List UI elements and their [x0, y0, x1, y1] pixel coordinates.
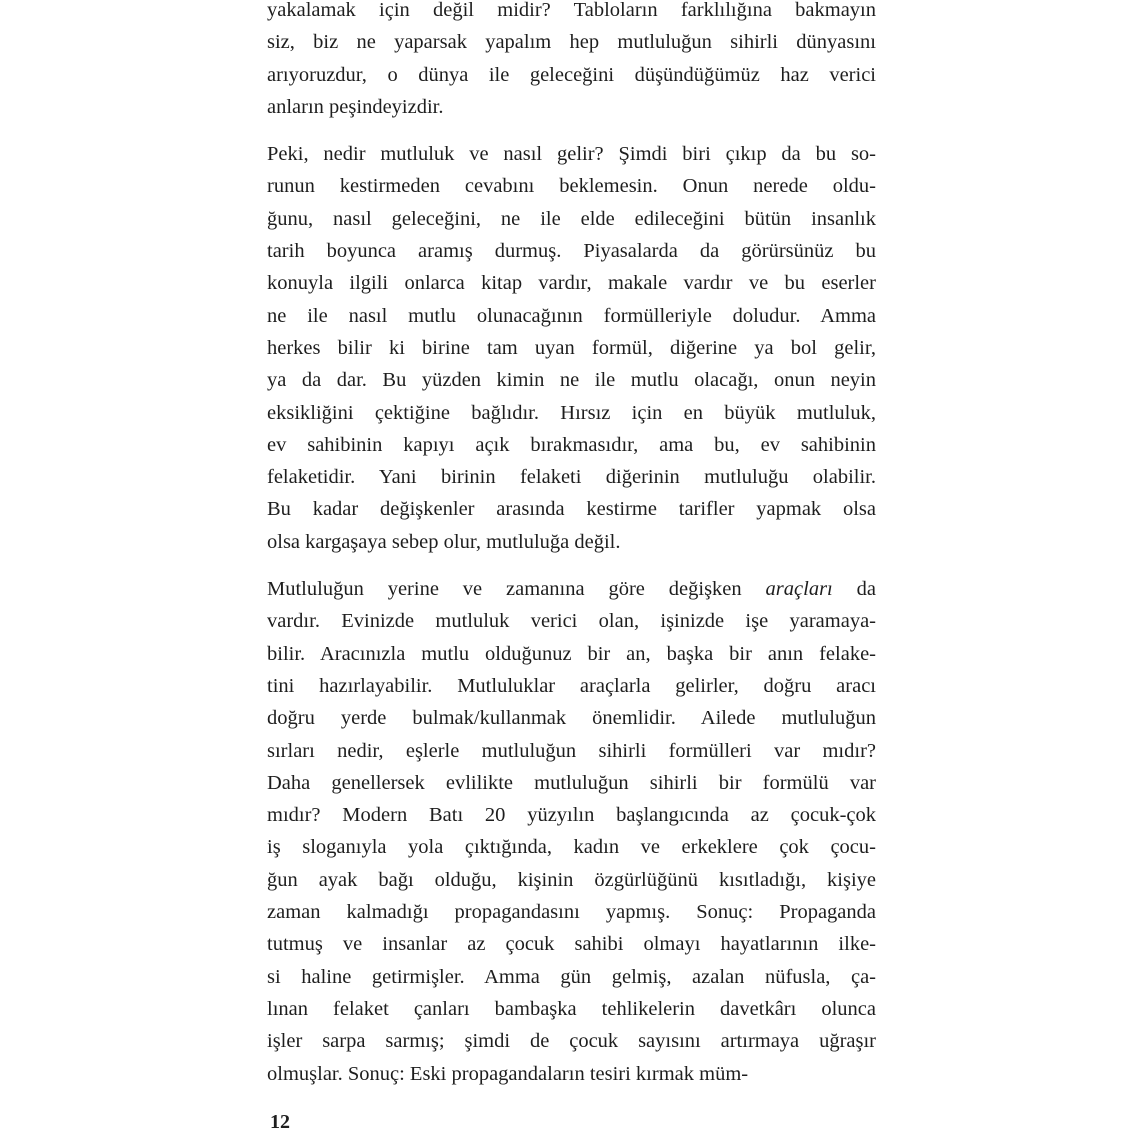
text-line: felaketidir. Yani birinin felaketi diğerinin mutluluğu olabilir. — [267, 466, 876, 489]
text-line: Daha genellersek evlilikte mutluluğun sihirli bir formülü var — [267, 771, 876, 794]
text-line: ğunu, nasıl geleceğini, ne ile elde edileceğini bütün insanlık — [267, 207, 876, 230]
text-line: ğun ayak bağı olduğu, kişinin özgürlüğünü kısıtladığı, kişiye — [267, 868, 876, 891]
text-line: arıyoruzdur, o dünya ile geleceğini düşündüğümüz haz verici — [267, 63, 876, 86]
paragraph — [267, 573, 876, 1090]
text-line: tutmuş ve insanlar az çocuk sahibi olmayı hayatlarının ilke- — [267, 933, 876, 956]
text-line: si haline getirmişler. Amma gün gelmiş, azalan nüfusla, ça- — [267, 965, 876, 988]
text-line: siz, biz ne yaparsak yapalım hep mutluluğun sihirli dünyasını — [267, 31, 876, 54]
paragraph — [267, 0, 876, 123]
text-line: yakalamak için değil midir? Tabloların farklılığına bakmayın — [267, 0, 876, 21]
text-line: eksikliğini çektiğine bağlıdır. Hırsız için en büyük mutluluk, — [267, 401, 876, 424]
text-line: mıdır? Modern Batı 20 yüzyılın başlangıcında az çocuk-çok — [267, 804, 876, 827]
text-line: anların peşindeyizdir. — [267, 95, 444, 118]
text-line: tarih boyunca aramış durmuş. Piyasalarda da görürsünüz bu — [267, 240, 876, 263]
text-line: ya da dar. Bu yüzden kimin ne ile mutlu olacağı, onun neyin — [267, 369, 876, 392]
text-line: bilir. Aracınızla mutlu olduğunuz bir an, başka bir anın felake- — [267, 642, 876, 665]
text-line: vardır. Evinizde mutluluk verici olan, işinizde işe yaramaya- — [267, 610, 876, 633]
text-line: ev sahibinin kapıyı açık bırakmasıdır, ama bu, ev sahibinin — [267, 433, 876, 456]
text-line: lınan felaket çanları bambaşka tehlikelerin davetkârı olunca — [267, 997, 876, 1020]
text-line: iş sloganıyla yola çıktığında, kadın ve erkeklere çok çocu- — [267, 836, 876, 859]
text-line: doğru yerde bulmak/kullanmak önemlidir. Ailede mutluluğun — [267, 707, 876, 730]
text-line: ne ile nasıl mutlu olunacağının formülleriyle doludur. Amma — [267, 304, 876, 327]
text-line: herkes bilir ki birine tam uyan formül, diğerine ya bol gelir, — [267, 336, 876, 359]
text-line: işler sarpa sarmış; şimdi de çocuk sayısını artırmaya uğraşır — [267, 1030, 876, 1053]
text-block — [267, 0, 876, 1090]
text-line: konuyla ilgili onlarca kitap vardır, makale vardır ve bu eserler — [267, 272, 876, 295]
text-line: Bu kadar değişkenler arasında kestirme tarifler yapmak olsa — [267, 498, 876, 521]
paragraph — [267, 138, 876, 558]
text-line: Mutluluğun yerine ve zamanına göre değişken araçları da — [267, 578, 876, 601]
page-number: 12 — [270, 1111, 290, 1133]
text-line: olsa kargaşaya sebep olur, mutluluğa değil. — [267, 530, 621, 553]
text-line: zaman kalmadığı propagandasını yapmış. Sonuç: Propaganda — [267, 901, 876, 924]
text-line: tini hazırlayabilir. Mutluluklar araçlarla gelirler, doğru aracı — [267, 674, 876, 697]
text-line: sırları nedir, eşlerle mutluluğun sihirli formülleri var mıdır? — [267, 739, 876, 762]
text-line: runun kestirmeden cevabını beklemesin. Onun nerede oldu- — [267, 175, 876, 198]
text-line: olmuşlar. Sonuç: Eski propagandaların tesiri kırmak müm- — [267, 1062, 749, 1085]
text-line: Peki, nedir mutluluk ve nasıl gelir? Şimdi biri çıkıp da bu so- — [267, 143, 876, 166]
